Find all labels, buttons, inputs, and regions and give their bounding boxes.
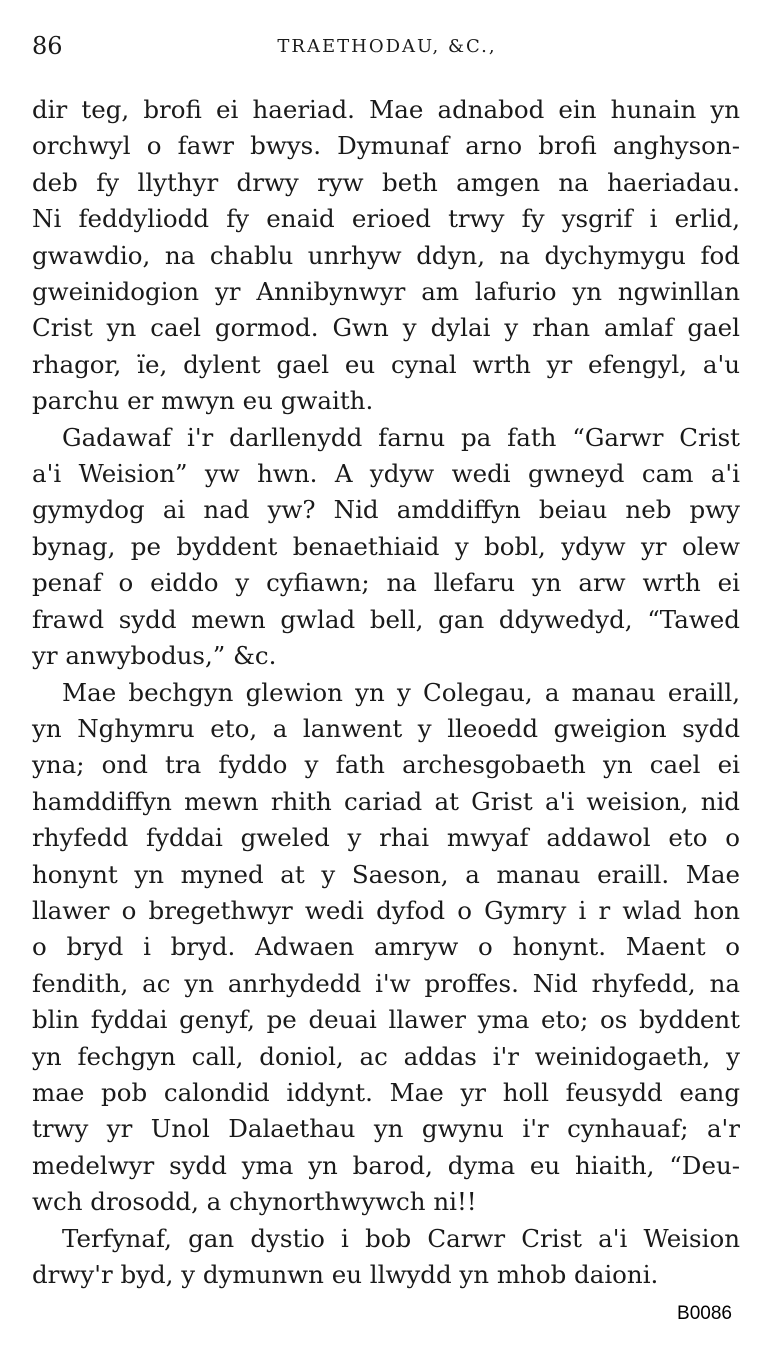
text-line: frawd sydd mewn gwlad bell, gan ddywedyd, “Tawed (32, 604, 740, 634)
text-line: parchu er mwyn eu gwaith. (32, 386, 374, 416)
text-line: Gadawaf i'r darllenydd farnu pa fath “Garwr Crist (62, 422, 740, 452)
text-line: bynag, pe byddent benaethiaid y bobl, ydyw yr olew (32, 531, 740, 561)
body-text (32, 92, 740, 1293)
text-line: gweinidogion yr Annibynwyr am lafurio yn ngwinllan (32, 277, 740, 307)
text-line: fendith, ac yn anrhydedd i'w proffes. Nid rhyfedd, na (32, 968, 740, 998)
page-number: 86 (32, 32, 63, 60)
text-line: gwawdio, na chablu unrhyw ddyn, na dychymygu fod (32, 240, 740, 270)
text-line: yn Nghymru eto, a lanwent y lleoedd gweigion sydd (32, 713, 740, 743)
text-line: hamddiffyn mewn rhith cariad at Grist a'i weision, nid (32, 786, 740, 816)
text-line: Crist yn cael gormod. Gwn y dylai y rhan amlaf gael (32, 313, 740, 343)
paragraph (32, 92, 740, 420)
text-line: penaf o eiddo y cyfiawn; na llefaru yn arw wrth ei (32, 568, 740, 598)
paragraph (32, 675, 740, 1221)
text-line: a'i Weision” yw hwn. A ydyw wedi gwneyd cam a'i (32, 459, 740, 489)
text-line: yn fechgyn call, doniol, ac addas i'r weinidogaeth, y (32, 1041, 740, 1071)
text-line: orchwyl o fawr bwys. Dymunaf arno brofi anghyson- (32, 131, 740, 161)
text-line: rhagor, ïe, dylent gael eu cynal wrth yr efengyl, a'u (32, 349, 740, 379)
text-line: deb fy llythyr drwy ryw beth amgen na haeriadau. (32, 167, 740, 197)
running-head: TRAETHODAU, &C., (277, 36, 497, 57)
paragraph (32, 420, 740, 675)
text-line: medelwyr sydd yma yn barod, dyma eu hiaith, “Deu- (32, 1150, 740, 1180)
text-line: drwy'r byd, y dymunwn eu llwydd yn mhob daioni. (32, 1260, 659, 1289)
text-line: yr anwybodus,” &c. (32, 641, 277, 671)
paragraph (32, 1221, 740, 1294)
text-line: blin fyddai genyf, pe deuai llawer yma eto; os byddent (32, 1005, 740, 1035)
text-line: Terfynaf, gan dystio i bob Carwr Crist a'i Weision (62, 1223, 740, 1253)
text-line: wch drosodd, a chynorthwywch ni!! (32, 1187, 477, 1217)
text-line: yna; ond tra fyddo y fath archesgobaeth yn cael ei (32, 750, 740, 780)
text-line: gymydog ai nad yw? Nid amddiffyn beiau neb pwy (32, 495, 740, 525)
text-line: honynt yn myned at y Saeson, a manau eraill. Mae (32, 859, 740, 889)
text-line: rhyfedd fyddai gweled y rhai mwyaf addawol eto o (32, 823, 740, 853)
text-line: Mae bechgyn glewion yn y Colegau, a manau eraill, (62, 677, 740, 707)
text-line: mae pob calondid iddynt. Mae yr holl feusydd eang (32, 1077, 740, 1107)
catalog-id: B0086 (677, 1303, 732, 1324)
text-line: llawer o bregethwyr wedi dyfod o Gymry i r wlad hon (32, 895, 740, 925)
text-line: trwy yr Unol Dalaethau yn gwynu i'r cynhauaf; a'r (32, 1114, 740, 1144)
text-line: Ni feddyliodd fy enaid erioed trwy fy ysgrif i erlid, (32, 204, 740, 234)
text-line: dir teg, brofi ei haeriad. Mae adnabod ein hunain yn (32, 95, 740, 124)
page-header (32, 32, 742, 62)
text-line: o bryd i bryd. Adwaen amryw o honynt. Maent o (32, 932, 740, 962)
